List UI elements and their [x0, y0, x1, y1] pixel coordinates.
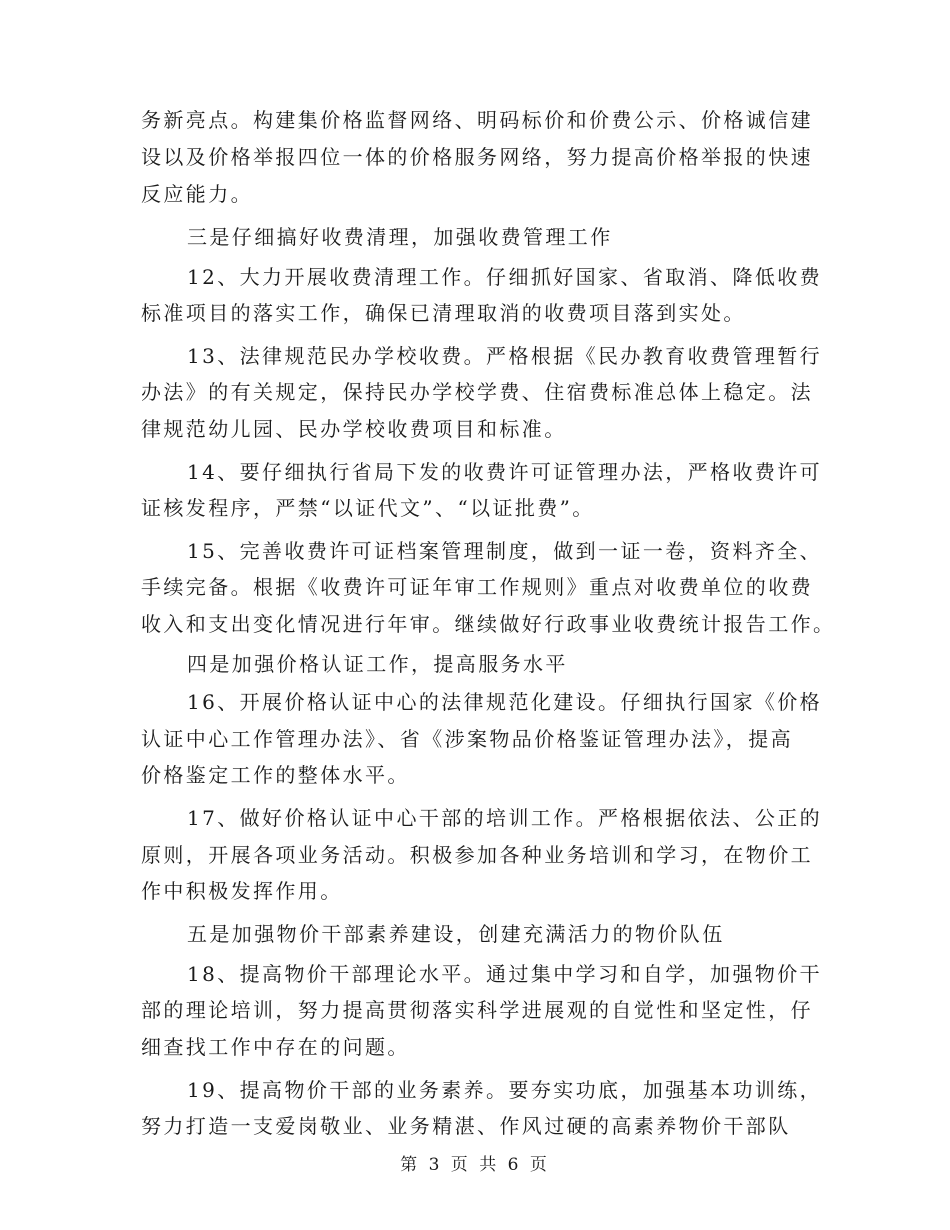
text-line: 细查找工作中存在的问题。: [141, 1035, 410, 1059]
page-number-footer: 第 3 页 共 6 页: [400, 1155, 550, 1175]
section-heading: 四是加强价格认证工作，提高服务水平: [187, 652, 568, 676]
text-line: 13、法律规范民办学校收费。严格根据《民办教育收费管理暂行: [187, 344, 823, 368]
text-line: 16、开展价格认证中心的法律规范化建设。仔细执行国家《价格: [187, 690, 823, 714]
text-line: 律规范幼儿园、民办学校收费项目和标准。: [141, 417, 567, 441]
text-line: 努力打造一支爱岗敬业、业务精湛、作风过硬的高素养物价干部队: [141, 1114, 791, 1138]
text-line: 18、提高物价干部理论水平。通过集中学习和自学，加强物价干: [187, 962, 823, 986]
section-heading: 五是加强物价干部素养建设，创建充满活力的物价队伍: [187, 922, 725, 946]
text-line: 12、大力开展收费清理工作。仔细抓好国家、省取消、降低收费: [187, 265, 823, 289]
text-line: 手续完备。根据《收费许可证年审工作规则》重点对收费单位的收费: [141, 575, 813, 599]
text-line: 原则，开展各项业务活动。积极参加各种业务培训和学习，在物价工: [141, 843, 813, 867]
text-line: 务新亮点。构建集价格监督网络、明码标价和价费公示、价格诚信建: [141, 108, 813, 132]
section-heading: 三是仔细搞好收费清理，加强收费管理工作: [187, 225, 613, 249]
text-line: 19、提高物价干部的业务素养。要夯实功底，加强基本功训练，: [187, 1078, 823, 1102]
text-line: 证核发程序，严禁“以证代文”、“以证批费”。: [141, 496, 595, 520]
text-line: 标准项目的落实工作，确保已清理取消的收费项目落到实处。: [141, 301, 746, 325]
text-line: 15、完善收费许可证档案管理制度，做到一证一卷，资料齐全、: [187, 539, 823, 563]
text-line: 认证中心工作管理办法》、省《涉案物品价格鉴证管理办法》，提高: [141, 727, 793, 751]
text-line: 办法》的有关规定，保持民办学校学费、住宿费标准总体上稳定。法: [141, 380, 813, 404]
text-line: 设以及价格举报四位一体的价格服务网络，努力提高价格举报的快速: [141, 145, 813, 169]
text-line: 17、做好价格认证中心干部的培训工作。严格根据依法、公正的: [187, 806, 823, 830]
text-line: 价格鉴定工作的整体水平。: [141, 763, 410, 787]
text-line: 部的理论培训，努力提高贯彻落实科学进展观的自觉性和坚定性，仔: [141, 998, 813, 1022]
text-line: 反应能力。: [141, 182, 253, 206]
text-line: 收入和支出变化情况进行年审。继续做好行政事业收费统计报告工作。: [141, 612, 836, 636]
text-line: 作中积极发挥作用。: [141, 879, 343, 903]
text-line: 14、要仔细执行省局下发的收费许可证管理办法，严格收费许可: [187, 460, 823, 484]
